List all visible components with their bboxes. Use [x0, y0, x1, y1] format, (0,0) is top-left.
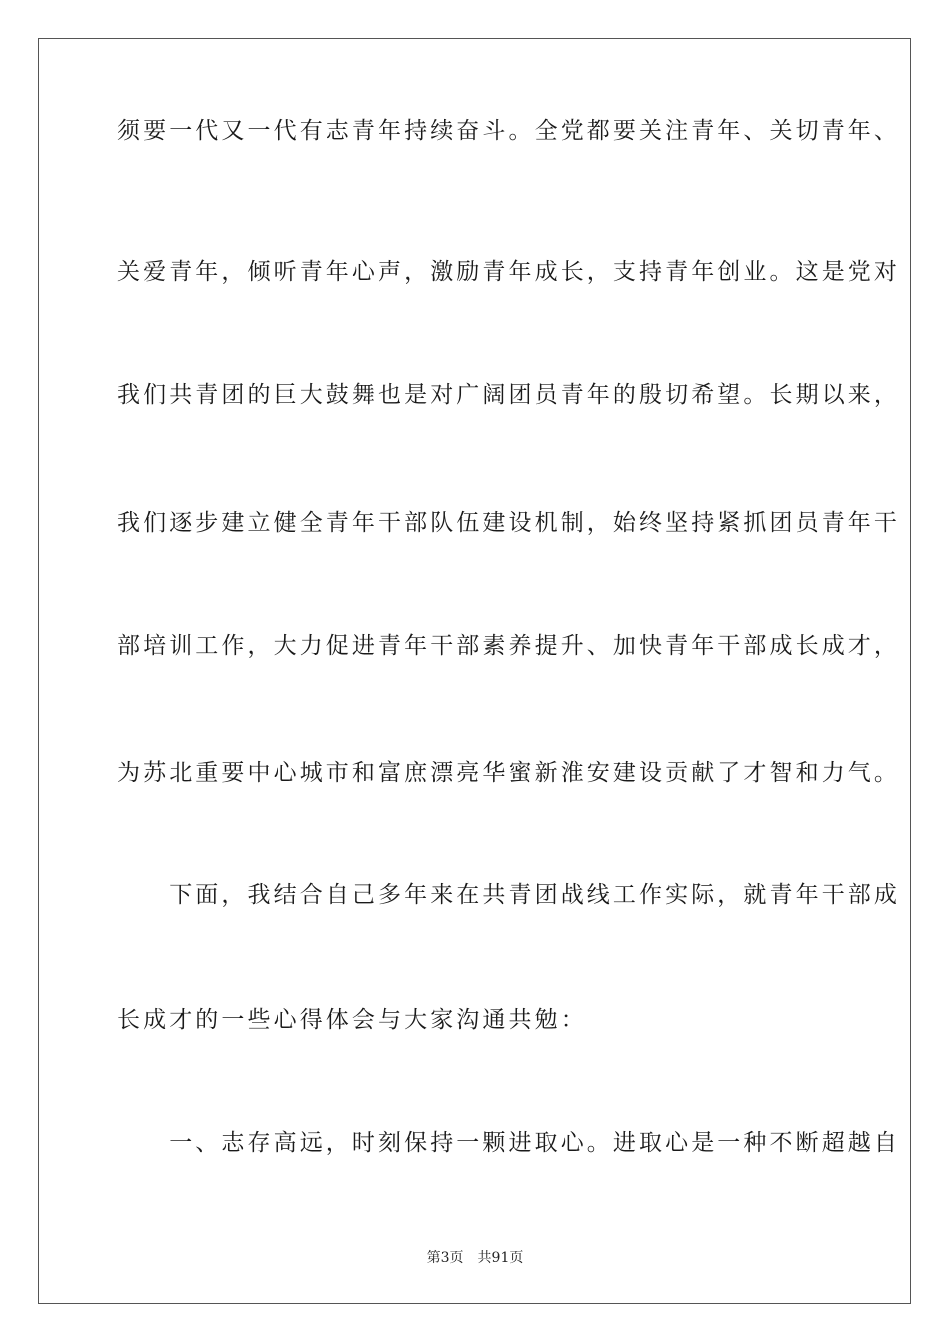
text-line-5: 部培训工作，大力促进青年干部素养提升、加快青年干部成长成才，: [117, 633, 900, 659]
text-line-8: 长成才的一些心得体会与大家沟通共勉：: [117, 1007, 587, 1033]
text-line-6: 为苏北重要中心城市和富庶漂亮华蜜新淮安建设贡献了才智和力气。: [117, 760, 900, 786]
page-footer: 第3页 共91页: [426, 1250, 524, 1266]
page-border: [38, 38, 911, 1304]
text-line-1: 须要一代又一代有志青年持续奋斗。全党都要关注青年、关切青年、: [117, 118, 900, 144]
text-line-9: 一、志存高远，时刻保持一颗进取心。进取心是一种不断超越自: [117, 1130, 900, 1156]
text-line-7: 下面，我结合自己多年来在共青团战线工作实际，就青年干部成: [117, 882, 900, 908]
text-line-2: 关爱青年，倾听青年心声，激励青年成长，支持青年创业。这是党对: [117, 259, 900, 285]
text-line-3: 我们共青团的巨大鼓舞也是对广阔团员青年的殷切希望。长期以来，: [117, 382, 900, 408]
text-line-4: 我们逐步建立健全青年干部队伍建设机制，始终坚持紧抓团员青年干: [117, 510, 900, 536]
